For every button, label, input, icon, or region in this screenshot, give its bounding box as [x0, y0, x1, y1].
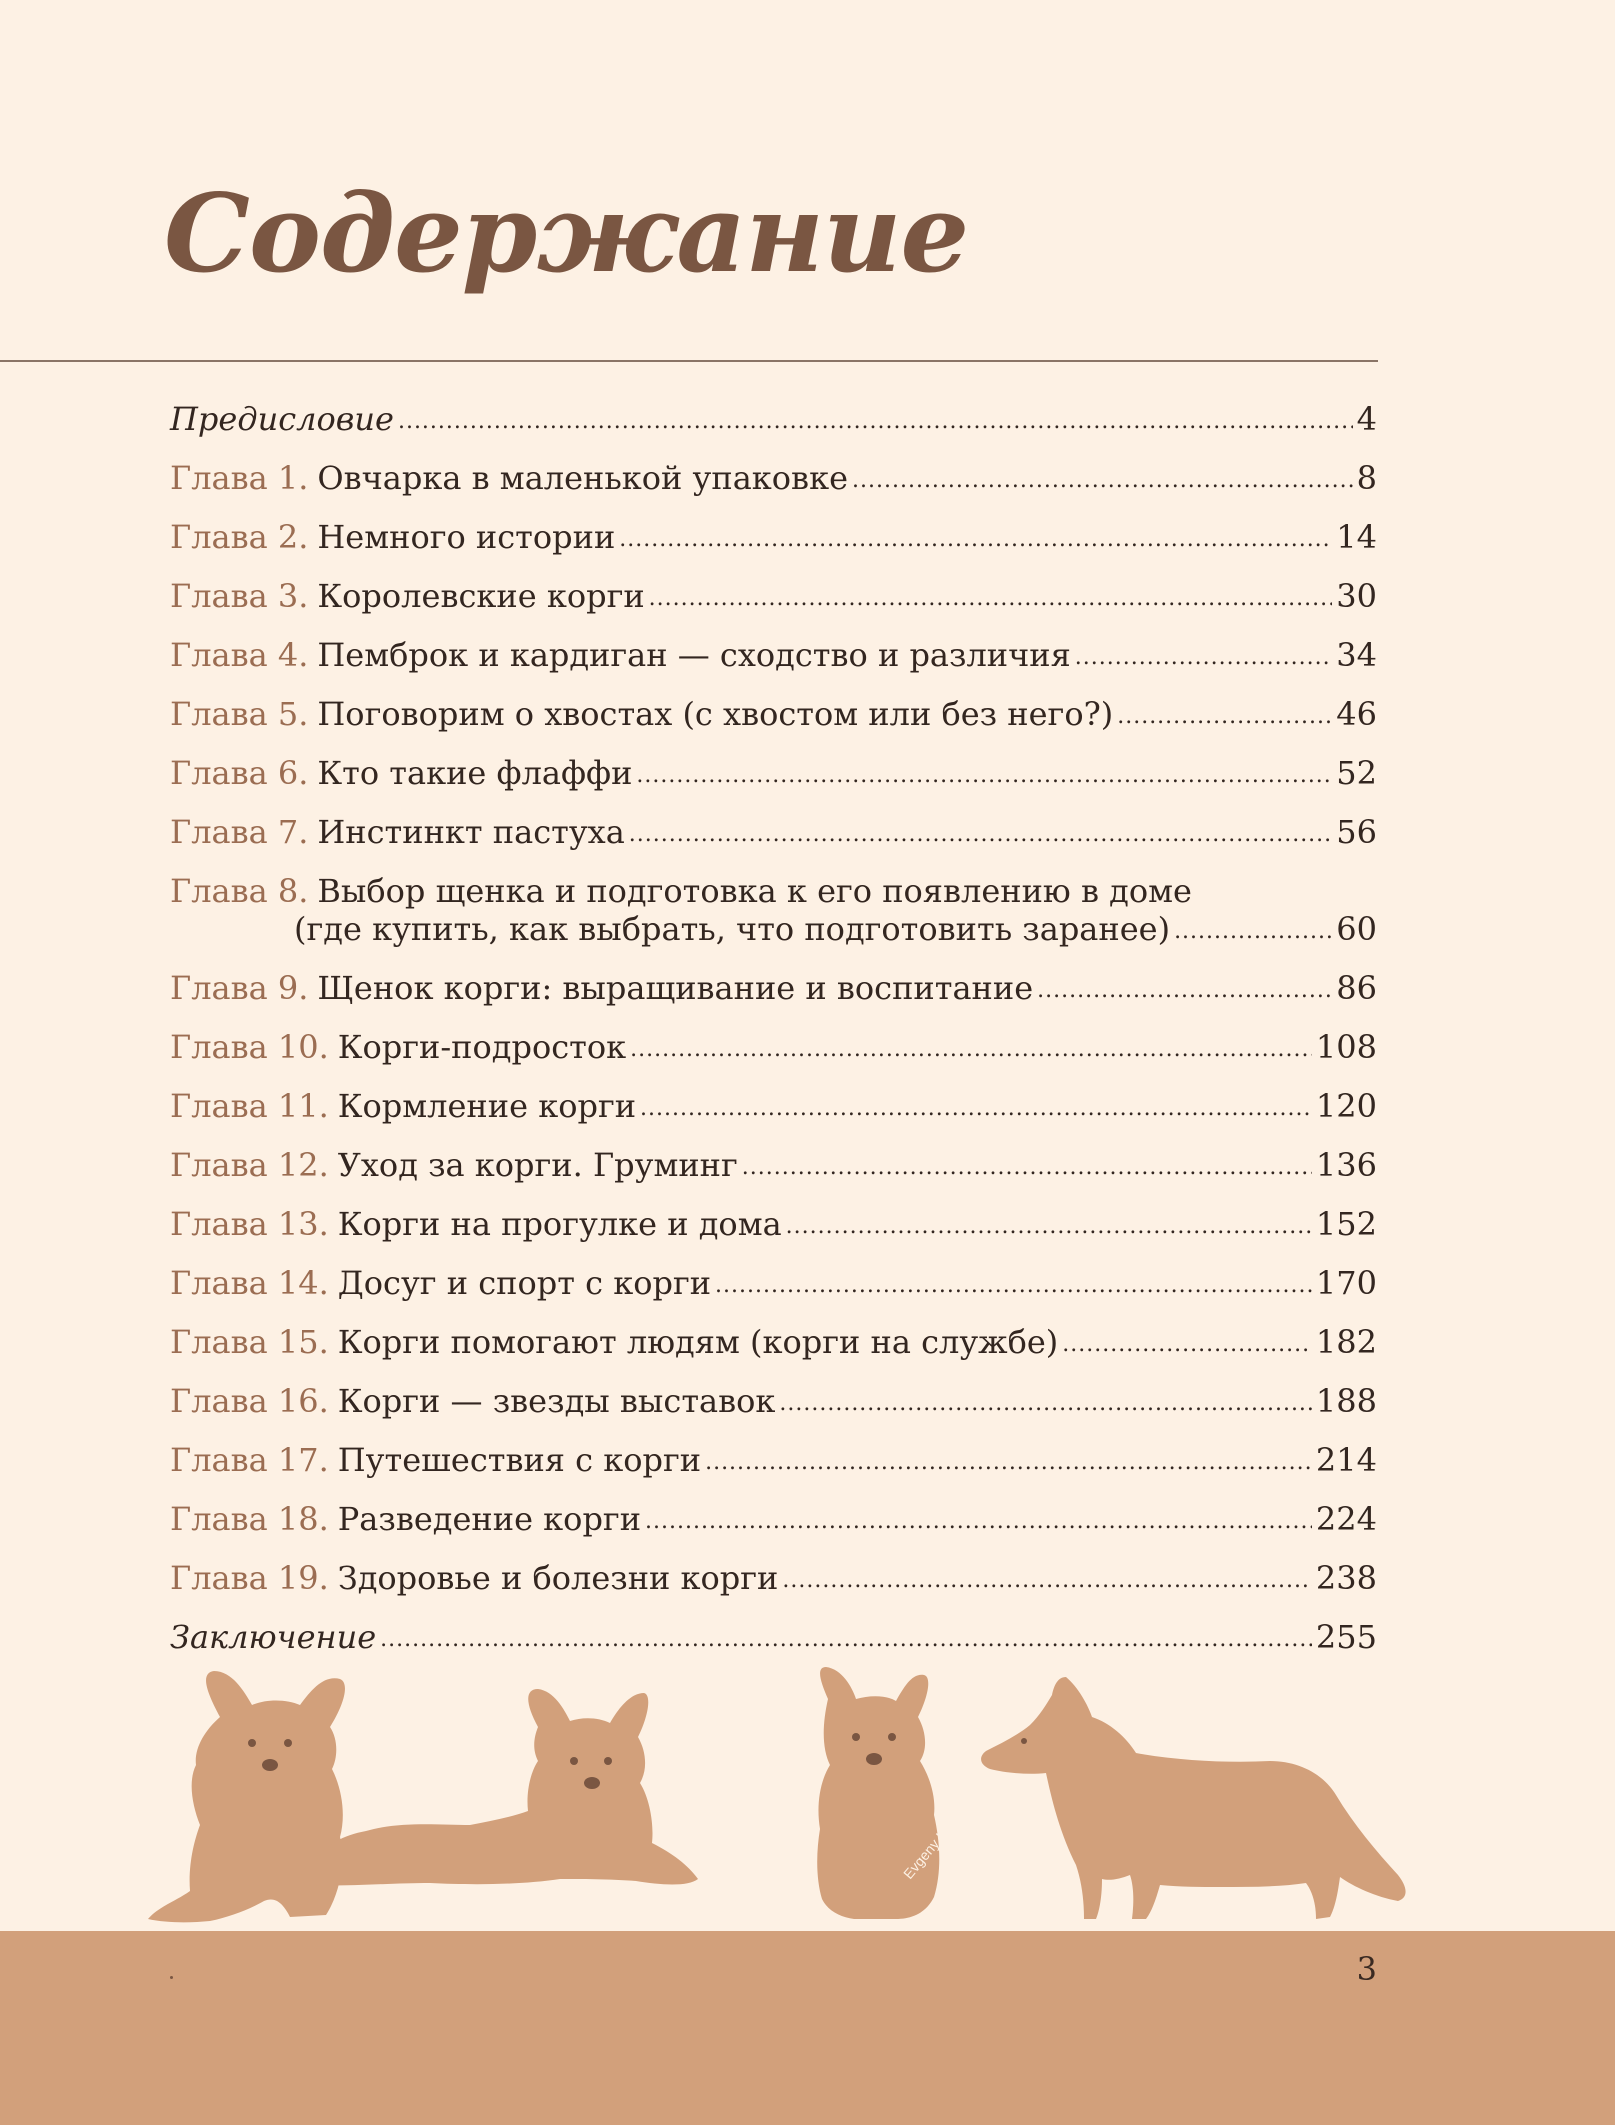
toc-title: Овчарка в маленькой упаковке — [317, 459, 848, 497]
toc-entry — [170, 1146, 1377, 1205]
toc-entry — [170, 1264, 1377, 1323]
toc-dot-leader — [649, 580, 1333, 618]
toc-title: Досуг и спорт с корги — [337, 1264, 712, 1302]
toc-page-number: 152 — [1315, 1205, 1377, 1243]
toc-page-number: 255 — [1315, 1618, 1377, 1656]
toc-page-number: 238 — [1315, 1559, 1377, 1597]
toc-page-number: 108 — [1315, 1028, 1377, 1066]
toc-entry — [170, 1205, 1377, 1264]
toc-dot-leader — [1174, 913, 1332, 951]
toc-title: Заключение — [170, 1618, 377, 1656]
toc-dot-leader — [1117, 698, 1332, 736]
toc-page-number: 214 — [1315, 1441, 1377, 1479]
toc-chapter-label: Глава 7. — [170, 813, 309, 851]
toc-dot-leader — [630, 1031, 1312, 1069]
toc-entry — [170, 1323, 1377, 1382]
toc-dot-leader — [640, 1090, 1312, 1128]
toc-page-number: 56 — [1336, 813, 1377, 851]
toc-title: Разведение корги — [337, 1500, 642, 1538]
toc-entry — [170, 1087, 1377, 1146]
toc-entry — [170, 813, 1377, 872]
page-title: Содержание — [164, 171, 969, 297]
toc-page-number: 136 — [1315, 1146, 1377, 1184]
page-number: 3 — [1356, 1950, 1377, 1988]
toc-title: Корги помогают людям (корги на службе) — [337, 1323, 1059, 1361]
toc-title: Корги на прогулке и дома — [337, 1205, 782, 1243]
toc-entry — [170, 969, 1377, 1028]
lying-corgi-silhouette — [301, 1689, 698, 1886]
toc-chapter-label: Глава 5. — [170, 695, 309, 733]
toc-dot-leader — [705, 1444, 1312, 1482]
toc-chapter-label: Глава 19. — [170, 1559, 329, 1597]
corgi-illustration — [140, 1665, 1440, 1925]
toc-title: Корги — звезды выставок — [337, 1382, 776, 1420]
toc-title: Кто такие флаффи — [317, 754, 633, 792]
toc-entry — [170, 518, 1377, 577]
toc-page-number: 86 — [1336, 969, 1377, 1007]
toc-dot-leader — [645, 1503, 1312, 1541]
toc-dot-leader — [742, 1149, 1312, 1187]
toc-page-number: 120 — [1315, 1087, 1377, 1125]
toc-chapter-label: Глава 9. — [170, 969, 309, 1007]
toc-chapter-label: Глава 12. — [170, 1146, 329, 1184]
toc-dot-leader — [1062, 1326, 1312, 1364]
toc-chapter-label: Глава 15. — [170, 1323, 329, 1361]
toc-page-number: 188 — [1315, 1382, 1377, 1420]
toc-page-number: 14 — [1336, 518, 1377, 556]
toc-title: Кормление корги — [337, 1087, 637, 1125]
toc-entry — [170, 636, 1377, 695]
toc-dot-leader — [636, 757, 1332, 795]
toc-page-number: 8 — [1356, 459, 1377, 497]
toc-page-number: 34 — [1336, 636, 1377, 674]
toc-dot-leader — [398, 403, 1353, 441]
toc-page-number: 60 — [1336, 910, 1377, 948]
toc-title: Выбор щенка и подготовка к его появлению в доме — [317, 872, 1192, 910]
toc-dot-leader — [1075, 639, 1333, 677]
standing-corgi-silhouette — [981, 1677, 1406, 1919]
toc-entry — [170, 754, 1377, 813]
toc-title: Предисловие — [170, 400, 394, 438]
toc-dot-leader — [852, 462, 1353, 500]
toc-dot-leader — [619, 521, 1332, 559]
toc-page-number: 30 — [1336, 577, 1377, 615]
toc-entry — [170, 1028, 1377, 1087]
toc-entry — [170, 577, 1377, 636]
toc-chapter-label: Глава 11. — [170, 1087, 329, 1125]
toc-title: Здоровье и болезни корги — [337, 1559, 779, 1597]
toc-dot-leader — [380, 1621, 1312, 1659]
toc-page-number: 4 — [1356, 400, 1377, 438]
title-divider — [0, 360, 1378, 362]
toc-chapter-label: Глава 17. — [170, 1441, 329, 1479]
toc-entry — [170, 1559, 1377, 1618]
illustration-watermark: Evgeny K — [900, 1825, 951, 1882]
toc-title: Корги-подросток — [337, 1028, 627, 1066]
toc-chapter-label: Глава 4. — [170, 636, 309, 674]
toc-page-number: 46 — [1336, 695, 1377, 733]
toc-page-number: 224 — [1315, 1500, 1377, 1538]
toc-entry — [170, 872, 1377, 969]
toc-title: Немного истории — [317, 518, 616, 556]
toc-dot-leader — [782, 1562, 1312, 1600]
toc-page-number: 170 — [1315, 1264, 1377, 1302]
toc-chapter-label: Глава 18. — [170, 1500, 329, 1538]
toc-title-continuation: (где купить, как выбрать, что подготовить заранее) — [294, 910, 1171, 948]
toc-page-number: 182 — [1315, 1323, 1377, 1361]
toc-dot-leader — [779, 1385, 1312, 1423]
toc-title: Путешествия с корги — [337, 1441, 702, 1479]
toc-entry — [170, 1500, 1377, 1559]
toc-dot-leader — [1037, 972, 1332, 1010]
toc-entry — [170, 459, 1377, 518]
toc-entry — [170, 1382, 1377, 1441]
toc-title: Уход за корги. Груминг — [337, 1146, 738, 1184]
toc-entry — [170, 400, 1377, 459]
toc-entry — [170, 1441, 1377, 1500]
toc-entry — [170, 695, 1377, 754]
toc-title: Щенок корги: выращивание и воспитание — [317, 969, 1034, 1007]
toc-title: Поговорим о хвостах (с хвостом или без него?) — [317, 695, 1114, 733]
footer-dot — [170, 1976, 173, 1979]
toc-chapter-label: Глава 16. — [170, 1382, 329, 1420]
toc-chapter-label: Глава 1. — [170, 459, 309, 497]
toc-title: Инстинкт пастуха — [317, 813, 625, 851]
toc-chapter-label: Глава 8. — [170, 872, 309, 910]
toc-chapter-label: Глава 10. — [170, 1028, 329, 1066]
toc-page-number: 52 — [1336, 754, 1377, 792]
table-of-contents — [170, 400, 1377, 1677]
toc-dot-leader — [715, 1267, 1312, 1305]
toc-chapter-label: Глава 13. — [170, 1205, 329, 1243]
toc-title: Королевские корги — [317, 577, 645, 615]
toc-chapter-label: Глава 6. — [170, 754, 309, 792]
toc-dot-leader — [786, 1208, 1312, 1246]
toc-chapter-label: Глава 2. — [170, 518, 309, 556]
toc-chapter-label: Глава 3. — [170, 577, 309, 615]
toc-dot-leader — [629, 816, 1333, 854]
upright-corgi-silhouette — [817, 1667, 951, 1919]
toc-chapter-label: Глава 14. — [170, 1264, 329, 1302]
toc-title: Пемброк и кардиган — сходство и различия — [317, 636, 1071, 674]
